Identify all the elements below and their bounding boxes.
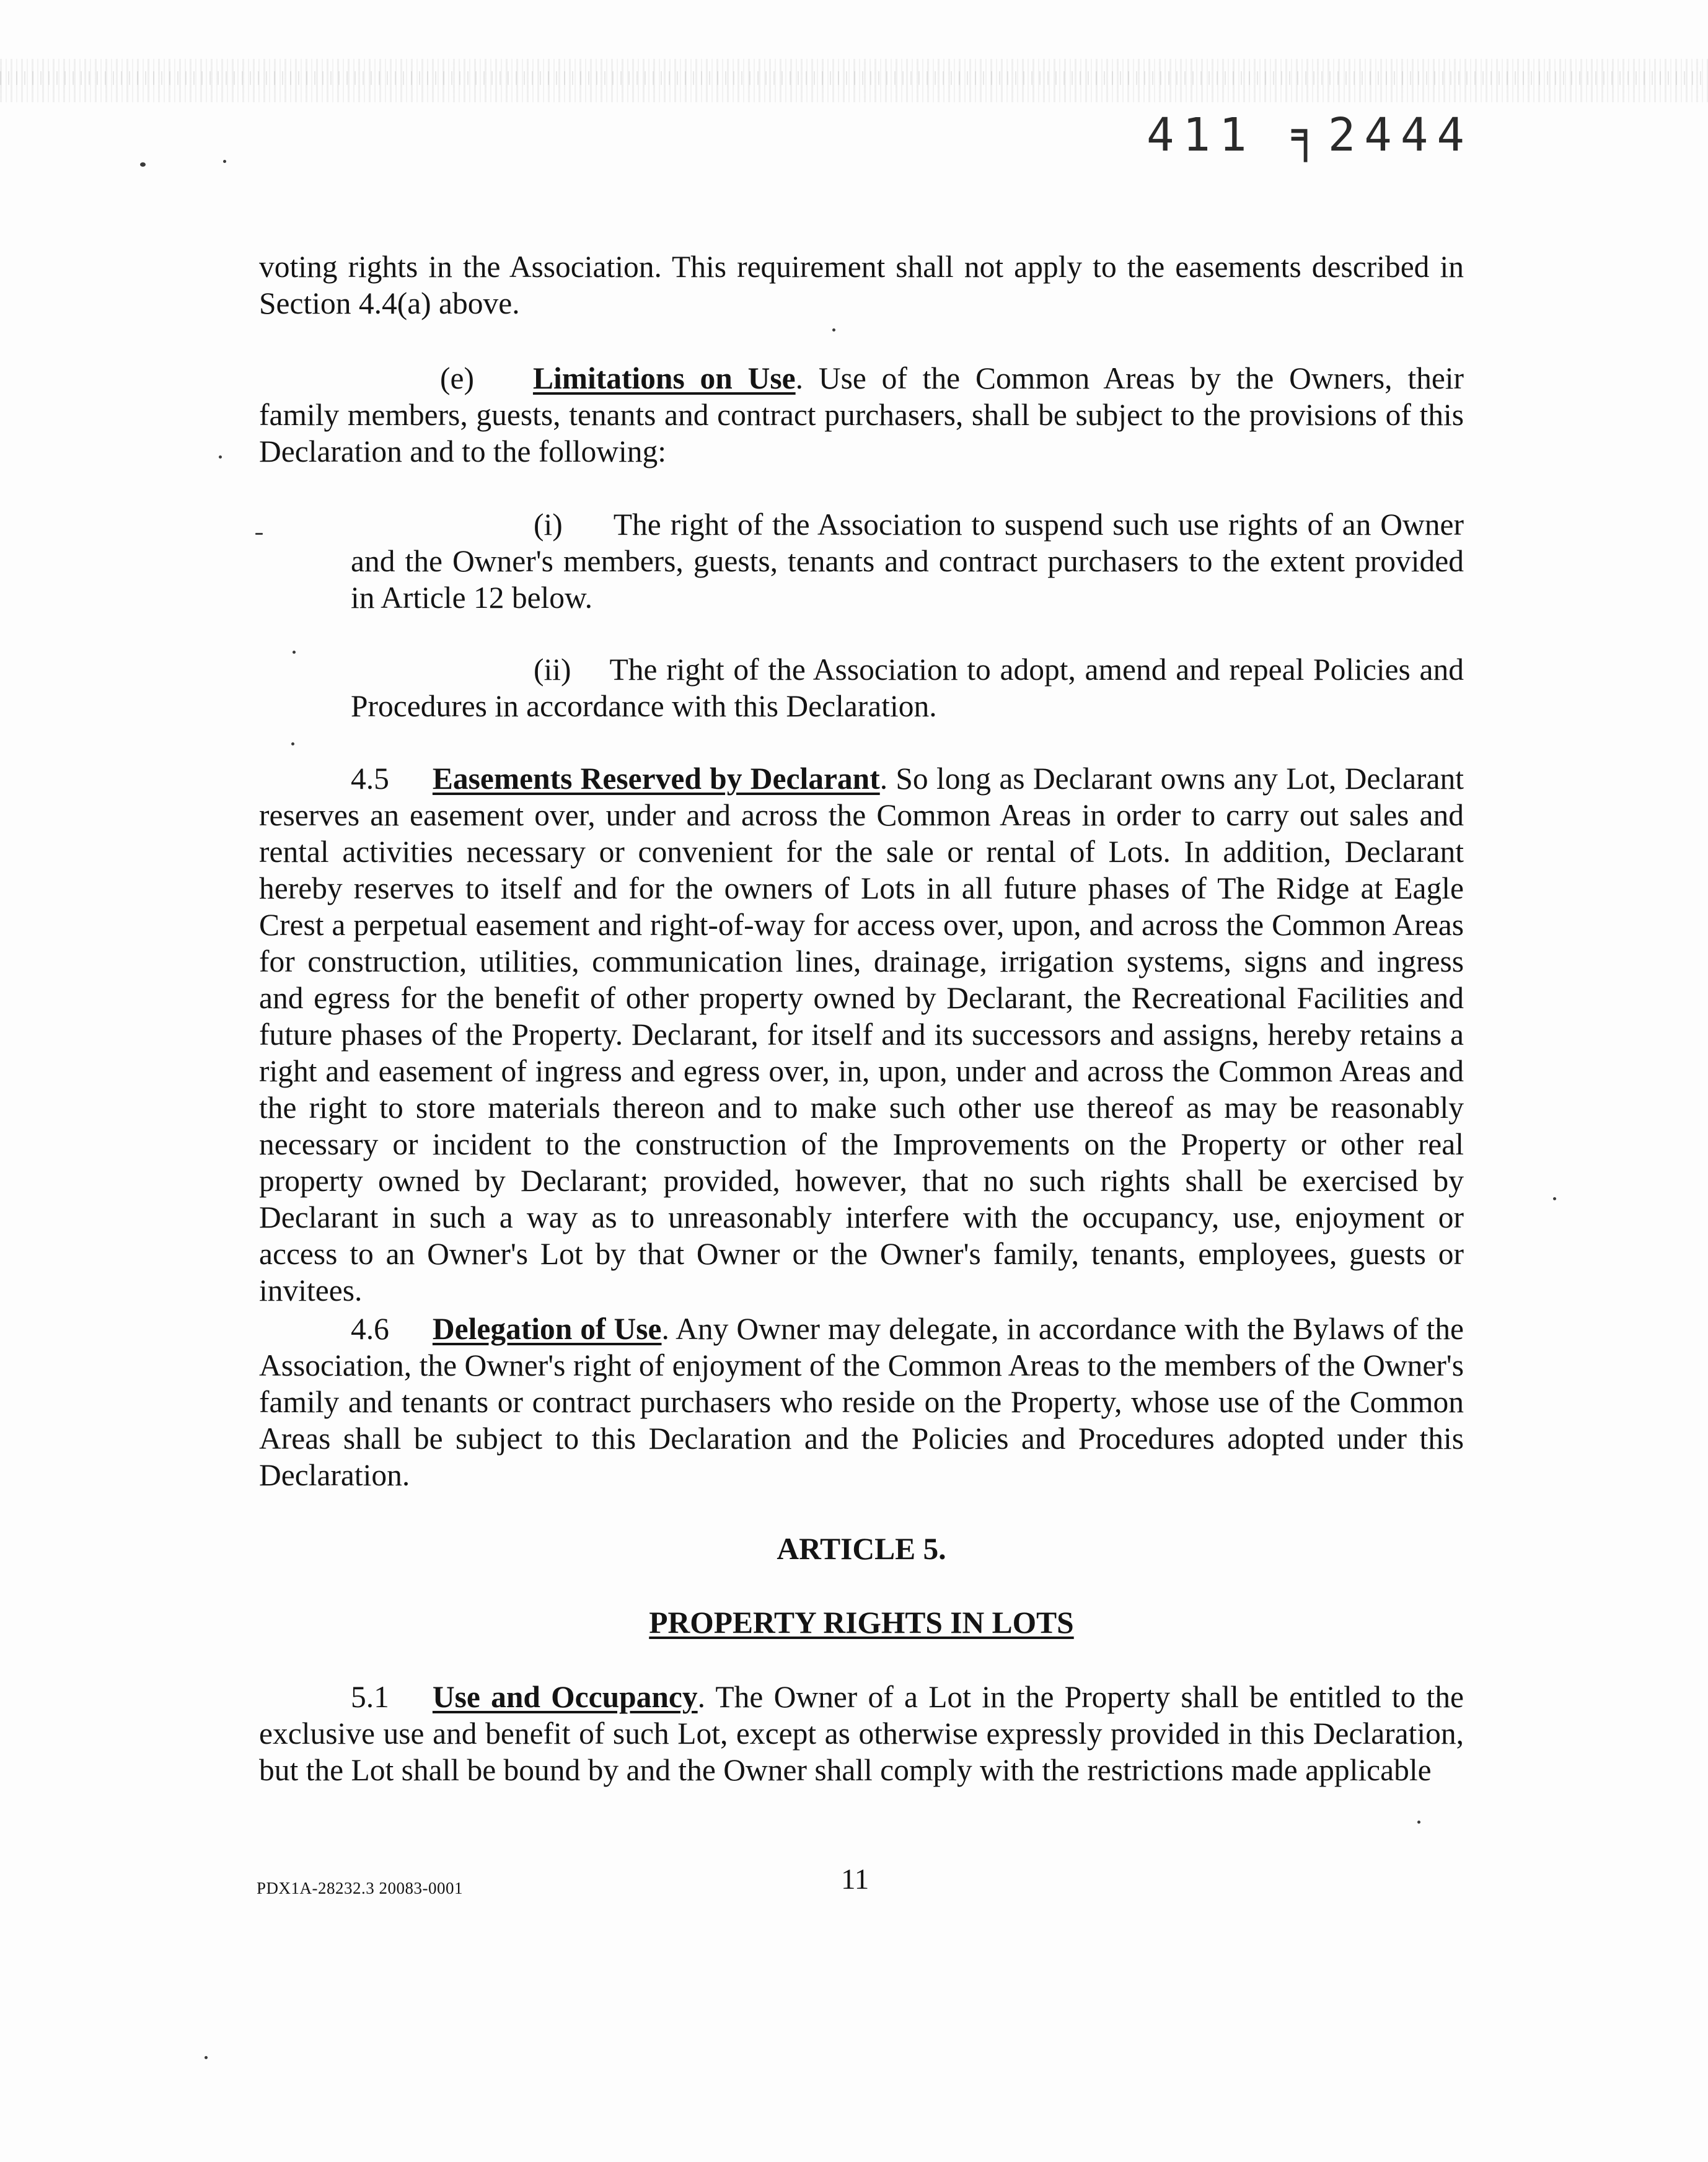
section-5-1-number: 5.1 bbox=[351, 1680, 389, 1714]
article-title-heading bbox=[259, 1604, 1464, 1641]
scan-speck bbox=[293, 651, 296, 654]
article-title: PROPERTY RIGHTS IN LOTS bbox=[649, 1606, 1074, 1640]
item-i-label: (i) bbox=[534, 508, 563, 542]
intro-paragraph bbox=[259, 248, 1464, 322]
section-e-heading: Limitations on Use bbox=[532, 361, 796, 395]
scan-speck bbox=[223, 160, 226, 163]
section-4-6-number: 4.6 bbox=[351, 1312, 389, 1346]
section-4-5-heading: Easements Reserved by Declarant bbox=[432, 762, 880, 796]
scan-speck bbox=[140, 162, 146, 167]
section-e-paragraph: (e) Limitations on Use. Use of the Common Areas by the Owners, their family members, guests, tenants and contract purchasers, shall be subject to the provisions of this Declaration and to the following: bbox=[259, 361, 1464, 468]
recording-stamp-number: 411 ╕2444 bbox=[1147, 108, 1473, 162]
scan-speck bbox=[291, 742, 294, 745]
item-i-paragraph bbox=[351, 506, 1464, 616]
scan-speck bbox=[205, 2056, 208, 2059]
section-e-label: (e) bbox=[440, 361, 474, 395]
section-5-1-paragraph: 5.1 Use and Occupancy. The Owner of a Lot in the Property shall be entitled to the exclusive use and benefit of such Lot, except as otherwise expressly provided in this Declaration, but the Lot shall be bound by and the Owner shall comply with the restrictions made applicable bbox=[259, 1680, 1464, 1787]
scan-speck bbox=[1553, 1197, 1556, 1200]
item-ii-paragraph bbox=[351, 651, 1464, 724]
section-4-6-heading: Delegation of Use bbox=[432, 1312, 662, 1346]
item-ii-label: (ii) bbox=[534, 653, 571, 687]
scan-speck bbox=[255, 533, 263, 535]
section-4-5-number: 4.5 bbox=[351, 762, 389, 796]
section-e-text: Use of the Common Areas by the Owners, their family members, guests, tenants and contract purchasers, shall be subject to the provisions of this Declaration and to the following: bbox=[259, 361, 1464, 468]
footer-document-id: PDX1A-28232.3 20083-0001 bbox=[257, 1879, 463, 1897]
section-4-5-paragraph: 4.5 Easements Reserved by Declarant. So long as Declarant owns any Lot, Declarant reserves an easement over, under and across the Common Areas in order to carry out sales and rental activities necessary or convenient for the sale or rental of Lots. In addition, Declarant hereby reserves to itself and for the owners of Lots in all future phases of The Ridge at Eagle Crest a perpetual easement and right-of-way for access over, upon, and across the Common Areas for construction, utilities, communication lines, drainage, irrigation systems, signs and ingress and egress for the benefit of other property owned by Declarant, the Recreational Facilities and future phases of the Property. Declarant, for itself and its successors and assigns, hereby retains a right and easement of ingress and egress over, in, upon, under and across the Common Areas and the right to store materials thereon and to make such other use thereof as may be reasonably necessary or incident to the construction of the Improvements on the Property or other real property owned by Declarant; provided, however, that no such rights shall be exercised by Declarant in such a way as to unreasonably interfere with the occupancy, use, enjoyment or access to an Owner's Lot by that Owner or the Owner's family, tenants, employees, guests or invitees. bbox=[259, 762, 1464, 1307]
intro-text: voting rights in the Association. This requirement shall not apply to the easements described in Section 4.4(a) above. bbox=[259, 250, 1464, 320]
scan-speck bbox=[832, 328, 835, 332]
article-number-heading: ARTICLE 5. bbox=[777, 1532, 946, 1566]
scan-speck bbox=[1417, 1821, 1420, 1824]
item-i-text: The right of the Association to suspend such use rights of an Owner and the Owner's members, guests, tenants and contract purchasers to the extent provided in Article 12 below. bbox=[351, 508, 1464, 615]
section-4-6-paragraph: 4.6 Delegation of Use. Any Owner may delegate, in accordance with the Bylaws of the Association, the Owner's right of enjoyment of the Common Areas to the members of the Owner's family and tenants or contract purchasers who reside on the Property, whose use of the Common Areas shall be subject to this Declaration and the Policies and Procedures adopted under this Declaration. bbox=[259, 1312, 1464, 1492]
section-5-1-text: The Owner of a Lot in the Property shall be entitled to the exclusive use and benefit of such Lot, except as otherwise expressly provided in this Declaration, but the Lot shall be bound by and the Owner shall comply with the restrictions made applicable bbox=[259, 1680, 1464, 1787]
section-4-5-text: So long as Declarant owns any Lot, Declarant reserves an easement over, under and across the Common Areas in order to carry out sales and rental activities necessary or convenient for the sale or rental of Lots. In addition, Declarant hereby reserves to itself and for the owners of Lots in all future phases of The Ridge at Eagle Crest a perpetual easement and right-of-way for access over, upon, and across the Common Areas for construction, utilities, communication lines, drainage, irrigation systems, signs and ingress and egress for the benefit of other property owned by Declarant, the Recreational Facilities and future phases of the Property. Declarant, for itself and its successors and assigns, hereby retains a right and easement of ingress and egress over, in, upon, under and across the Common Areas and the right to store materials thereon and to make such other use thereof as may be reasonably necessary or incident to the construction of the Improvements on the Property or other real property owned by Declarant; provided, however, that no such rights shall be exercised by Declarant in such a way as to unreasonably interfere with the occupancy, use, enjoyment or access to an Owner's Lot by that Owner or the Owner's family, tenants, employees, guests or invitees. bbox=[259, 762, 1464, 1307]
scan-speck bbox=[219, 455, 222, 459]
section-4-6-text: Any Owner may delegate, in accordance with the Bylaws of the Association, the Owner's right of enjoyment of the Common Areas to the members of the Owner's family and tenants or contract purchasers who reside on the Property, whose use of the Common Areas shall be subject to this Declaration and the Policies and Procedures adopted under this Declaration. bbox=[259, 1312, 1464, 1492]
footer-page-number: 11 bbox=[841, 1863, 869, 1896]
item-ii-text: The right of the Association to adopt, amend and repeal Policies and Procedures in accordance with this Declaration. bbox=[351, 653, 1464, 723]
scan-noise-band-dark bbox=[0, 71, 1708, 85]
section-5-1-heading: Use and Occupancy bbox=[432, 1680, 698, 1714]
